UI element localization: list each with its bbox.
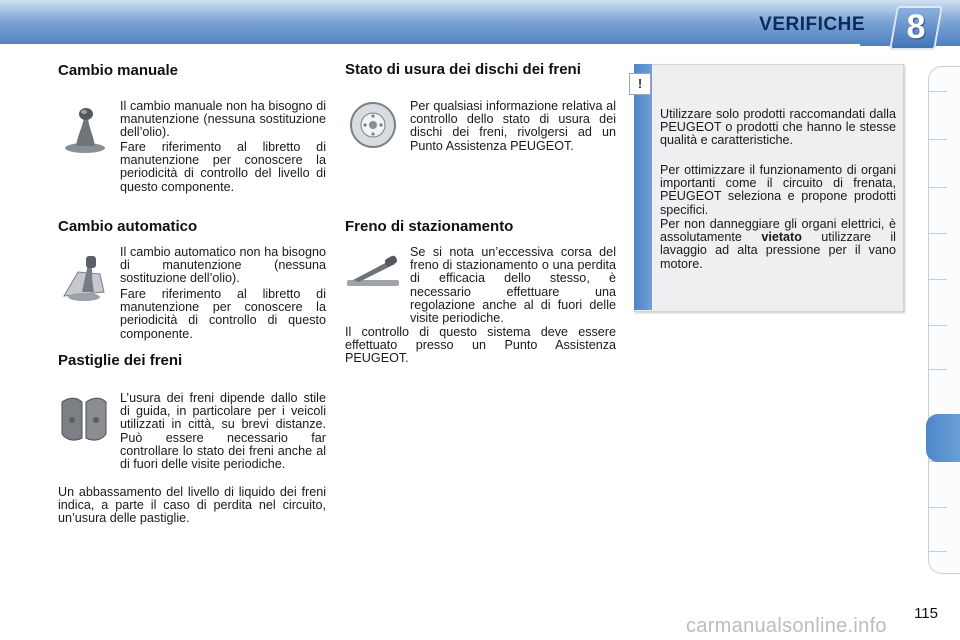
chapter-number: 8 xyxy=(906,8,926,46)
tab-divider xyxy=(929,551,947,552)
heading-freno-stazionamento: Freno di stazionamento xyxy=(345,218,514,235)
paragraph: Il controllo di questo sistema deve essere effettuato presso un Punto Assistenza PEUGEOT. xyxy=(345,325,616,366)
heading-dischi: Stato di usura dei dischi dei freni xyxy=(345,61,581,78)
heading-cambio-manuale: Cambio manuale xyxy=(58,62,179,79)
tab-divider xyxy=(929,91,947,92)
paragraph: Il cambio manuale non ha bisogno di manutenzione (nessuna sostituzione dell’olio). xyxy=(120,99,326,140)
chapter-badge xyxy=(889,6,943,50)
brake-pads-icon xyxy=(58,392,110,446)
heading-cambio-automatico: Cambio automatico xyxy=(58,218,198,235)
gear-lever-manual-icon xyxy=(62,104,108,154)
paragraph: Il cambio automatico non ha bisogno di manutenzione (nessuna sostituzione dell’olio). xyxy=(120,245,326,286)
page-number: 115 xyxy=(914,605,938,622)
heading-pastiglie: Pastiglie dei freni xyxy=(58,352,183,369)
warning-paragraph: Utilizzare solo prodotti raccomandati dalla PEUGEOT o prodotti che hanno le stesse qualità e caratteristiche. xyxy=(660,107,896,148)
tab-divider xyxy=(929,325,947,326)
tab-divider xyxy=(929,187,947,188)
warning-emphasis: vietato xyxy=(761,230,802,245)
paragraph: Per qualsiasi informazione relativa al controllo dello stato di usura dei dischi dei freni, rivolgersi ad un Punto Assistenza PEUGEOT. xyxy=(410,99,616,153)
paragraph: Fare riferimento al libretto di manutenzione per conoscere la periodicità di controllo di questo componente. xyxy=(120,287,326,341)
tab-divider xyxy=(929,369,947,370)
warning-accent-bar xyxy=(634,64,652,310)
tab-divider xyxy=(929,139,947,140)
warning-text: Per non danneggiare gli organi elettrici, è assolutamente xyxy=(660,217,896,245)
tab-divider xyxy=(929,233,947,234)
warning-text: utilizzare il lavaggio ad alta pressione per il vano motore. xyxy=(660,230,896,271)
gear-lever-automatic-icon xyxy=(60,252,110,304)
paragraph: Un abbassamento del livello di liquido dei freni indica, a parte il caso di perdita nel circuito, un’usura delle pastiglie. xyxy=(58,485,326,526)
warning-paragraph xyxy=(660,218,896,271)
header-divider xyxy=(0,44,860,47)
watermark: carmanualsonline.info xyxy=(686,615,887,637)
section-title: VERIFICHE xyxy=(759,14,865,35)
paragraph: Se si nota un’eccessiva corsa del freno di stazionamento o una perdita di efficacia dello stesso, è necessario effettuare una regolazione anche al di fuori delle visite periodiche. xyxy=(410,245,616,326)
warning-icon: ! xyxy=(629,73,651,95)
warning-paragraph: Per ottimizzare il funzionamento di organi importanti come il circuito di frenata, PEUGEOT seleziona e propone prodotti specifici. xyxy=(660,163,896,217)
chapter-tabs xyxy=(928,66,960,574)
paragraph: L’usura dei freni dipende dallo stile di guida, in particolare per i veicoli utilizzati in città, su brevi distanze. Può essere necessario far controllare lo stato dei freni anche al di fuori delle visite periodiche. xyxy=(120,391,326,472)
tab-divider xyxy=(929,507,947,508)
parking-brake-lever-icon xyxy=(345,254,401,290)
active-chapter-tab[interactable] xyxy=(926,414,960,462)
paragraph: Fare riferimento al libretto di manutenzione per conoscere la periodicità di controllo del livello di questo componente. xyxy=(120,140,326,194)
tab-divider xyxy=(929,279,947,280)
brake-disc-icon xyxy=(348,100,398,150)
